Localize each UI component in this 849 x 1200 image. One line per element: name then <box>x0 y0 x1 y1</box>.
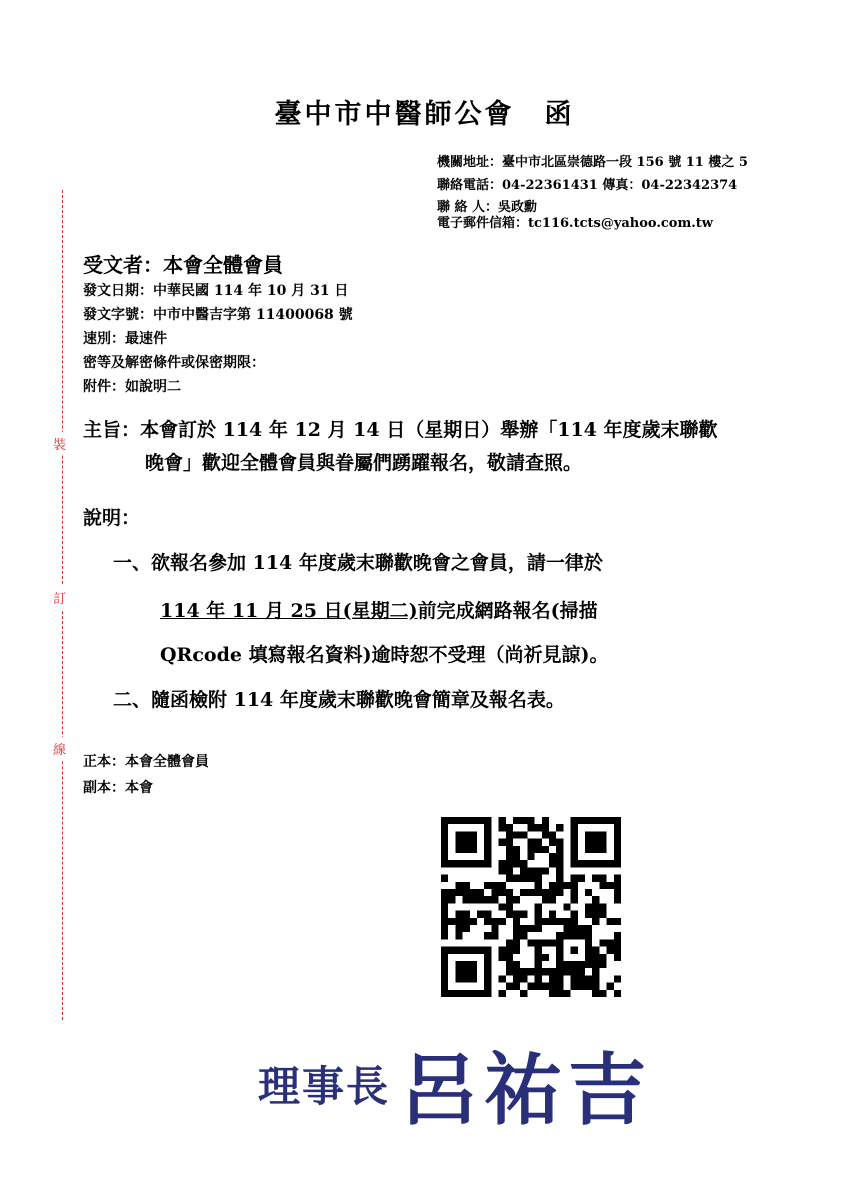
signature-role: 理事長 <box>258 1062 391 1111</box>
subject-line-2: 晚會」歡迎全體會員與眷屬們踴躍報名，敬請查照。 <box>145 452 583 474</box>
contact-email: 電子郵件信箱：tc116.tcts@yahoo.com.tw <box>437 216 713 231</box>
document-title: 臺中市中醫師公會 函 <box>274 99 575 130</box>
binding-mark-ding: 訂 <box>52 586 67 609</box>
subject-line-1: 主旨：本會訂於 114 年 12 月 14 日（星期日）舉辦「114 年度歲末聯歡 <box>83 419 718 441</box>
qr-code-image <box>441 817 621 997</box>
contact-person: 聯 絡 人：吳政勳 <box>437 200 538 215</box>
contact-address: 機關地址：臺中市北區崇德路一段 156 號 11 樓之 5 <box>437 155 748 170</box>
recipient: 受文者：本會全體會員 <box>83 253 283 277</box>
description-item-2: 二、隨函檢附 114 年度歲末聯歡晚會簡章及報名表。 <box>113 689 565 711</box>
description-item-1-line-1: 一、欲報名參加 114 年度歲末聯歡晚會之會員，請一律於 <box>113 552 603 574</box>
copy-duplicate: 副本：本會 <box>83 780 153 796</box>
description-item-1-line-3: QRcode 填寫報名資料)逾時恕不受理（尚祈見諒)。 <box>160 644 609 666</box>
binding-mark-zhuang: 裝 <box>52 432 67 455</box>
registration-deadline: 114 年 11 月 25 日(星期二) <box>160 600 418 622</box>
signature-name: 呂祐吉 <box>400 1045 653 1136</box>
security-level: 密等及解密條件或保密期限： <box>83 355 265 371</box>
binding-mark-xian: 線 <box>52 737 67 760</box>
subject <box>83 414 803 480</box>
signature <box>258 1028 652 1140</box>
description-heading: 說明： <box>83 507 141 529</box>
issue-date: 發文日期：中華民國 114 年 10 月 31 日 <box>83 283 349 299</box>
description-item-1-line-2 <box>160 596 598 623</box>
attachment: 附件：如說明二 <box>83 379 181 395</box>
copy-original: 正本：本會全體會員 <box>83 754 209 770</box>
contact-phone-fax: 聯絡電話：04-22361431 傳真：04-22342374 <box>437 178 738 193</box>
description-item-1-line-2-rest: 前完成網路報名(掃描 <box>417 600 598 622</box>
document-number: 發文字號：中市中醫吉字第 11400068 號 <box>83 307 353 323</box>
delivery-speed: 速別：最速件 <box>83 331 167 347</box>
